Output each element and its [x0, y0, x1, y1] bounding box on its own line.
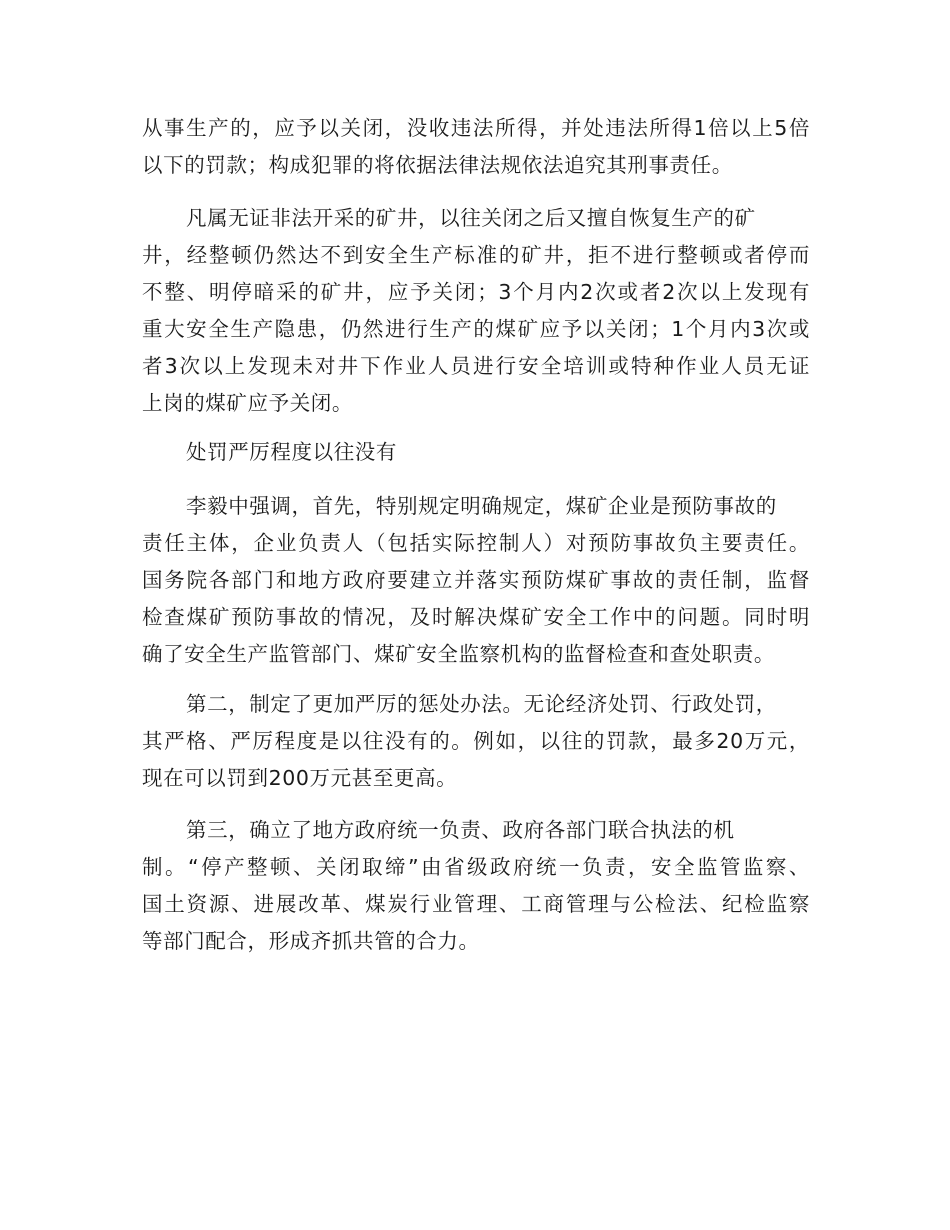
paragraph-line: 李毅中强调，首先，特别规定明确规定，煤矿企业是预防事故的 — [186, 494, 777, 518]
section-subheading: 处罚严厉程度以往没有 — [186, 440, 397, 464]
paragraph-6 — [142, 812, 810, 960]
paragraph-5 — [142, 686, 810, 797]
paragraph-line: 重大安全生产隐患，仍然进行生产的煤矿应予以关闭；1个月内3次或 — [142, 317, 810, 341]
paragraph-line: 确了安全生产监管部门、煤矿安全监察机构的监督检查和查处职责。 — [142, 642, 775, 666]
paragraph-2 — [142, 200, 810, 422]
paragraph-3-subheading — [142, 434, 810, 471]
paragraph-line: 者3次以上发现未对井下作业人员进行安全培训或特种作业人员无证 — [142, 354, 810, 378]
paragraph-line: 凡属无证非法开采的矿井，以往关闭之后又擅自恢复生产的矿 — [186, 206, 756, 230]
paragraph-line: 第二，制定了更加严厉的惩处办法。无论经济处罚、行政处罚， — [186, 692, 777, 716]
paragraph-line: 现在可以罚到200万元甚至更高。 — [142, 766, 458, 790]
paragraph-line: 井，经整顿仍然达不到安全生产标准的矿井，拒不进行整顿或者停而 — [142, 243, 810, 267]
paragraph-line: 制。“停产整顿、关闭取缔”由省级政府统一负责，安全监管监察、 — [142, 855, 810, 879]
paragraph-1 — [142, 110, 810, 184]
paragraph-line: 其严格、严厉程度是以往没有的。例如，以往的罚款，最多20万元， — [142, 729, 810, 753]
paragraph-line: 从事生产的，应予以关闭，没收违法所得，并处违法所得1倍以上5倍 — [142, 116, 810, 140]
paragraph-4 — [142, 488, 810, 673]
paragraph-line: 责任主体，企业负责人（包括实际控制人）对预防事故负主要责任。 — [142, 531, 810, 555]
paragraph-line: 国务院各部门和地方政府要建立并落实预防煤矿事故的责任制，监督 — [142, 568, 810, 592]
paragraph-line: 第三，确立了地方政府统一负责、政府各部门联合执法的机 — [186, 818, 735, 842]
paragraph-line: 国土资源、进展改革、煤炭行业管理、工商管理与公检法、纪检监察 — [142, 892, 810, 916]
paragraph-line: 等部门配合，形成齐抓共管的合力。 — [142, 929, 480, 953]
paragraph-line: 以下的罚款；构成犯罪的将依据法律法规依法追究其刑事责任。 — [142, 153, 733, 177]
paragraph-line: 检查煤矿预防事故的情况，及时解决煤矿安全工作中的问题。同时明 — [142, 605, 810, 629]
paragraph-line: 上岗的煤矿应予关闭。 — [142, 391, 353, 415]
paragraph-line: 不整、明停暗采的矿井，应予关闭；3个月内2次或者2次以上发现有 — [142, 280, 810, 304]
